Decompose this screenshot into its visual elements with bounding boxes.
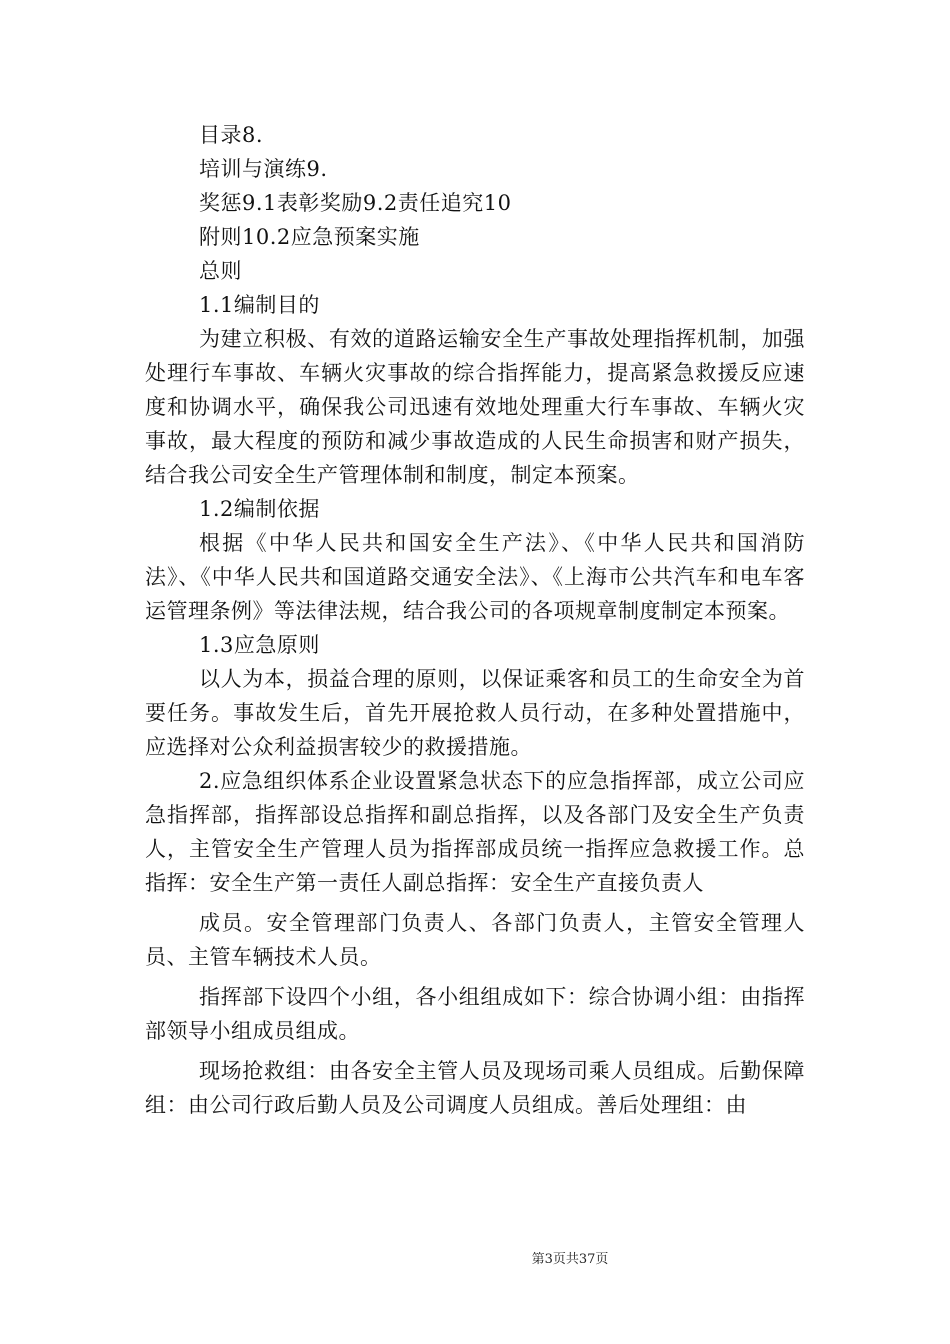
paragraph-groups: 指挥部下设四个小组，各小组组成如下：综合协调小组：由指挥部领导小组成员组成。 (145, 985, 805, 1043)
toc-line-9: 培训与演练9. (199, 157, 328, 181)
subheading-basis: 1.2编制依据 (199, 497, 320, 521)
toc-line-8: 目录8. (199, 123, 264, 147)
paragraph-organization: 2.应急组织体系企业设置紧急状态下的应急指挥部，成立公司应急指挥部，指挥部设总指挥和副总指挥，以及各部门及安全生产负责人，主管安全生产管理人员为指挥部成员统一指挥应急救援工作。总指挥：安全生产第一责任人副总指挥：安全生产直接负责人 (145, 769, 805, 895)
paragraph-basis: 根据《中华人民共和国安全生产法》、《中华人民共和国消防法》、《中华人民共和国道路交通安全法》、《上海市公共汽车和电车客运管理条例》等法律法规，结合我公司的各项规章制度制定本预案。 (145, 531, 805, 623)
paragraph-principles: 以人为本，损益合理的原则，以保证乘客和员工的生命安全为首要任务。事故发生后，首先开展抢救人员行动，在多种处置措施中，应选择对公众利益损害较少的救援措施。 (145, 667, 805, 759)
page-number: 第3页共37页 (531, 1252, 609, 1267)
subheading-purpose: 1.1编制目的 (199, 293, 320, 317)
toc-line-rewards: 奖惩9.1表彰奖励9.2责任追究10 (199, 191, 512, 215)
document-body (145, 118, 805, 1122)
paragraph-members: 成员。安全管理部门负责人、各部门负责人，主管安全管理人员、主管车辆技术人员。 (145, 911, 805, 969)
toc-line-appendix: 附则10.2应急预案实施 (199, 225, 420, 249)
paragraph-purpose: 为建立积极、有效的道路运输安全生产事故处理指挥机制，加强处理行车事故、车辆火灾事故的综合指挥能力，提高紧急救援反应速度和协调水平，确保我公司迅速有效地处理重大行车事故、车辆火灾事故，最大程度的预防和减少事故造成的人民生命损害和财产损失，结合我公司安全生产管理体制和制度，制定本预案。 (145, 327, 805, 487)
paragraph-rescue-group: 现场抢救组：由各安全主管人员及现场司乘人员组成。后勤保障组：由公司行政后勤人员及公司调度人员组成。善后处理组：由 (145, 1059, 805, 1117)
subheading-principles: 1.3应急原则 (199, 633, 320, 657)
section-heading-general: 总则 (199, 259, 242, 283)
page-footer (0, 1248, 950, 1267)
